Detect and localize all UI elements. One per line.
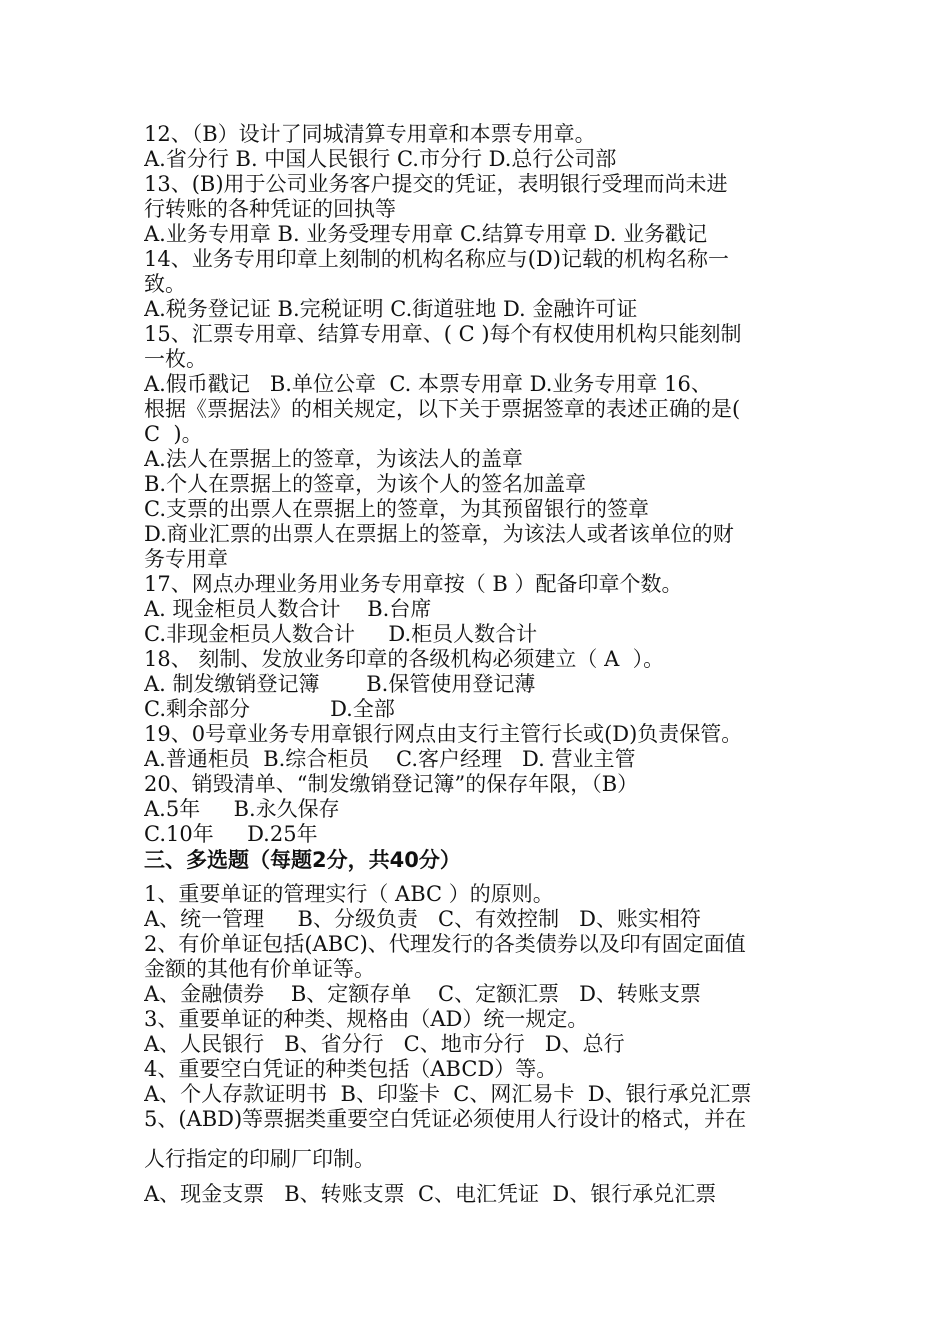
text-line: 根据《票据法》的相关规定，以下关于票据签章的表述正确的是( [144, 397, 741, 421]
text-line: A、统一管理 B、分级负责 C、有效控制 D、账实相符 [144, 907, 701, 931]
text-line: 5、(ABD)等票据类重要空白凭证必须使用人行设计的格式，并在 [144, 1107, 747, 1131]
section-heading: 三、多选题（每题2分，共40分） [144, 848, 461, 872]
text-line: A.省分行 B. 中国人民银行 C.市分行 D.总行公司部 [144, 147, 617, 171]
text-line: A. 制发缴销登记簿 B.保管使用登记薄 [144, 672, 536, 696]
text-line: A、个人存款证明书 B、印鉴卡 C、网汇易卡 D、银行承兑汇票 [144, 1082, 752, 1106]
text-line: 18、 刻制、发放业务印章的各级机构必须建立（ A ）。 [144, 647, 665, 671]
text-line: 15、汇票专用章、结算专用章、( C )每个有权使用机构只能刻制 [144, 322, 742, 346]
text-line: B.个人在票据上的签章，为该个人的签名加盖章 [144, 472, 587, 496]
text-line: 13、(B)用于公司业务客户提交的凭证，表明银行受理而尚未进 [144, 172, 728, 196]
text-line: 一枚。 [144, 347, 207, 371]
text-line: D.商业汇票的出票人在票据上的签章，为该法人或者该单位的财 [144, 522, 734, 546]
text-line: 人行指定的印刷厂印制。 [144, 1147, 375, 1171]
text-line: C.支票的出票人在票据上的签章，为其预留银行的签章 [144, 497, 649, 521]
text-line: 2、有价单证包括(ABC)、代理发行的各类债券以及印有固定面值 [144, 932, 746, 956]
text-line: A.业务专用章 B. 业务受理专用章 C.结算专用章 D. 业务戳记 [144, 222, 708, 246]
text-line: 4、重要空白凭证的种类包括（ABCD）等。 [144, 1057, 558, 1081]
text-line: A、现金支票 B、转账支票 C、电汇凭证 D、银行承兑汇票 [144, 1182, 717, 1206]
text-line: 3、重要单证的种类、规格由（AD）统一规定。 [144, 1007, 589, 1031]
text-line: 17、网点办理业务用业务专用章按（ B ）配备印章个数。 [144, 572, 683, 596]
text-line: A.法人在票据上的签章，为该法人的盖章 [144, 447, 523, 471]
text-line: 19、0号章业务专用章银行网点由支行主管行长或(D)负责保管。 [144, 722, 743, 746]
text-line: C.剩余部分 D.全部 [144, 697, 395, 721]
text-line: C )。 [144, 422, 203, 446]
text-line: A.5年 B.永久保存 [144, 797, 340, 821]
text-line: C.10年 D.25年 [144, 822, 318, 846]
text-line: A.普通柜员 B.综合柜员 C.客户经理 D. 营业主管 [144, 747, 636, 771]
text-line: 1、重要单证的管理实行（ ABC ）的原则。 [144, 882, 554, 906]
text-line: 金额的其他有价单证等。 [144, 957, 375, 981]
text-line: A、人民银行 B、省分行 C、地市分行 D、总行 [144, 1032, 625, 1056]
text-line: 致。 [144, 272, 186, 296]
text-line: A、金融债券 B、定额存单 C、定额汇票 D、转账支票 [144, 982, 701, 1006]
text-line: 14、业务专用印章上刻制的机构名称应与(D)记载的机构名称一 [144, 247, 729, 271]
text-line: A.假币戳记 B.单位公章 C. 本票专用章 D.业务专用章 16、 [144, 372, 712, 396]
text-line: A.税务登记证 B.完税证明 C.街道驻地 D. 金融许可证 [144, 297, 638, 321]
text-line: C.非现金柜员人数合计 D.柜员人数合计 [144, 622, 538, 646]
text-line: A. 现金柜员人数合计 B.台席 [144, 597, 432, 621]
text-line: 行转账的各种凭证的回执等 [144, 197, 396, 221]
text-line: 20、销毁清单、“制发缴销登记簿”的保存年限，（B） [144, 772, 639, 796]
text-line: 12、（B）设计了同城清算专用章和本票专用章。 [144, 122, 596, 146]
text-line: 务专用章 [144, 547, 228, 571]
